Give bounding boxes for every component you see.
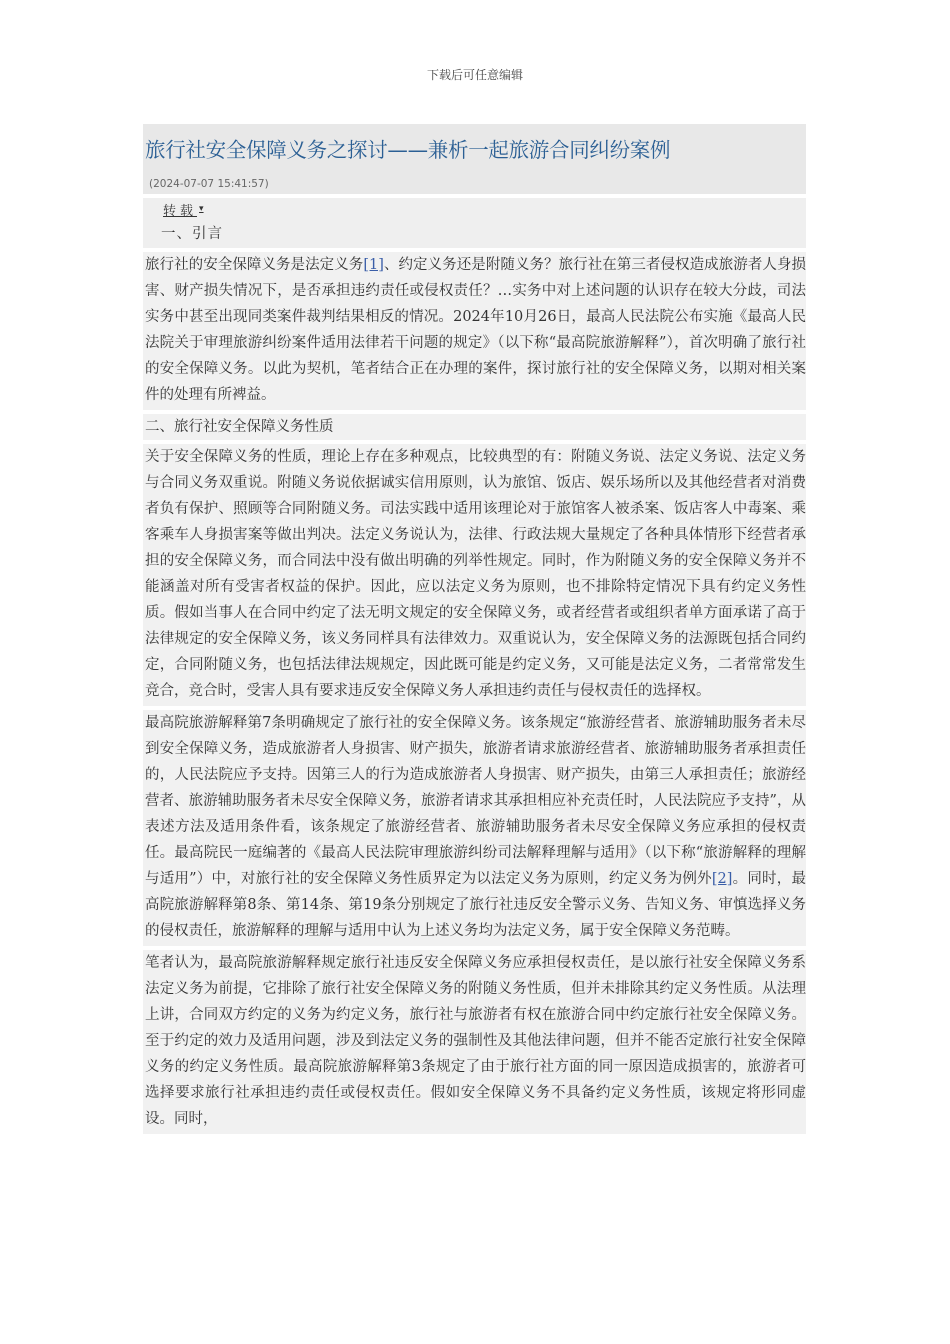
repost-row xyxy=(143,198,806,220)
repost-button[interactable] xyxy=(163,200,204,219)
section-2-heading: 二、旅行社安全保障义务性质 xyxy=(143,414,806,440)
article-date: (2024-07-07 15:41:57) xyxy=(149,178,269,190)
paragraph-2: 关于安全保障义务的性质，理论上存在多种观点，比较典型的有：附随义务说、法定义务说、法定义务与合同义务双重说。附随义务说依据诚实信用原则，认为旅馆、饭店、娱乐场所以及其他经营者对消费者负有保护、照顾等合同附随义务。司法实践中适用该理论对于旅馆客人被杀案、饭店客人中毒案、乘客乘车人身损害案等做出判决。法定义务说认为，法律、行政法规大量规定了各种具体情形下经营者承担的安全保障义务，而合同法中没有做出明确的列举性规定。同时，作为附随义务的安全保障义务并不能涵盖对所有受害者权益的保护。因此，应以法定义务为原则，也不排除特定情况下具有约定义务性质。假如当事人在合同中约定了法无明文规定的安全保障义务，或者经营者或组织者单方面承诺了高于法律规定的安全保障义务，该义务同样具有法律效力。双重说认为，安全保障义务的法源既包括合同约定，合同附随义务，也包括法律法规规定，因此既可能是约定义务，又可能是法定义务，二者常常发生竞合，竞合时，受害人具有要求违反安全保障义务人承担违约责任与侵权责任的选择权。 xyxy=(143,444,806,706)
paragraph-3 xyxy=(143,710,806,946)
dropdown-caret-icon: ▾ xyxy=(199,204,204,214)
article-title: 旅行社安全保障义务之探讨——兼析一起旅游合同纠纷案例 xyxy=(145,138,671,162)
header-note: 下载后可任意编辑 xyxy=(426,68,523,82)
paragraph-1-text-a: 旅行社的安全保障义务是法定义务 xyxy=(145,257,364,273)
repost-label: 转载 xyxy=(163,203,198,219)
paragraph-3-text-b: 。同时，最高院旅游解释第8条、第14条、第19条分别规定了旅行社违反安全警示义务、告知义务、审慎选择义务的侵权责任，旅游解释的理解与适用中认为上述义务均为法定义务，属于安全保障义务范畴。 xyxy=(145,871,806,939)
article-header xyxy=(143,124,806,194)
paragraph-1 xyxy=(143,252,806,410)
footnote-link-1[interactable]: [1] xyxy=(363,257,384,273)
footnote-link-2[interactable]: [2] xyxy=(711,871,733,887)
paragraph-1-text-b: 、约定义务还是附随义务？旅行社在第三者侵权造成旅游者人身损害、财产损失情况下，是否承担违约责任或侵权责任？…实务中对上述问题的认识存在较大分歧，司法实务中甚至出现同类案件裁判结果相反的情况。2024年10月26日，最高人民法院公布实施《最高人民法院关于审理旅游纠纷案件适用法律若干问题的规定》（以下称“最高院旅游解释”），首次明确了旅行社的安全保障义务。以此为契机，笔者结合正在办理的案件，探讨旅行社的安全保障义务，以期对相关案件的处理有所裨益。 xyxy=(145,257,807,403)
intro-heading: 一、引言 xyxy=(143,220,806,248)
article xyxy=(143,124,806,1134)
paragraph-4: 笔者认为，最高院旅游解释规定旅行社违反安全保障义务应承担侵权责任，是以旅行社安全保障义务系法定义务为前提，它排除了旅行社安全保障义务的附随义务性质，但并未排除其约定义务性质。从法理上讲，合同双方约定的义务为约定义务，旅行社与旅游者有权在旅游合同中约定旅行社安全保障义务。至于约定的效力及适用问题，涉及到法定义务的强制性及其他法律问题，但并不能否定旅行社安全保障义务的约定义务性质。最高院旅游解释第3条规定了由于旅行社方面的同一原因造成损害的，旅游者可选择要求旅行社承担违约责任或侵权责任。假如安全保障义务不具备约定义务性质，该规定将形同虚设。同时， xyxy=(143,950,806,1134)
paragraph-3-text-a: 最高院旅游解释第7条明确规定了旅行社的安全保障义务。该条规定“旅游经营者、旅游辅助服务者未尽到安全保障义务，造成旅游者人身损害、财产损失，旅游者请求旅游经营者、旅游辅助服务者承担责任的，人民法院应予支持。因第三人的行为造成旅游者人身损害、财产损失，由第三人承担责任；旅游经营者、旅游辅助服务者未尽安全保障义务，旅游者请求其承担相应补充责任时，人民法院应予支持”，从表述方法及适用条件看，该条规定了旅游经营者、旅游辅助服务者未尽安全保障义务应承担的侵权责任。最高院民一庭编著的《最高人民法院审理旅游纠纷司法解释理解与适用》（以下称“旅游解释的理解与适用”）中，对旅行社的安全保障义务性质界定为以法定义务为原则，约定义务为例外 xyxy=(145,715,806,887)
